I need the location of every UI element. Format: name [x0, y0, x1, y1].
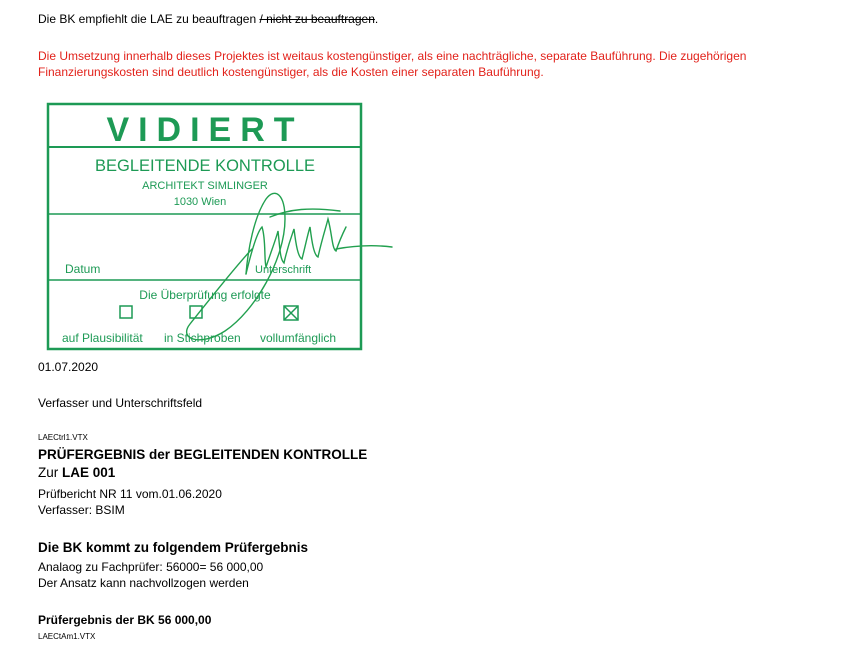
stamp-architect: ARCHITEKT SIMLINGER	[142, 180, 268, 192]
stamp-datum-label: Datum	[65, 262, 101, 276]
lae-id: LAE 001	[62, 465, 116, 480]
lae-reference	[38, 465, 115, 481]
stamp-option-plausibility: auf Plausibilität	[62, 331, 143, 345]
stamp-signature-label: Unterschrift	[255, 264, 312, 276]
justification-line-2: Finanzierungskosten sind deutlich kostengünstiger, als die Kosten einer separaten Bauführung.	[38, 65, 544, 79]
note-line-2: Der Ansatz kann nachvollzogen werden	[38, 576, 249, 590]
stamp-heading: BEGLEITENDE KONTROLLE	[94, 157, 316, 175]
file-reference: LAECtrl1.VTX	[38, 433, 88, 442]
stamp-check-text: Die Überprüfung erfolgte	[139, 288, 271, 302]
stamp-date: 01.07.2020	[38, 360, 99, 374]
lae-prefix: Zur	[38, 465, 63, 480]
recommendation-suffix: .	[374, 12, 379, 26]
recommendation-text: Die BK empfiehlt die LAE zu beauftragen	[38, 12, 260, 26]
stamp-option-samples: in Stichproben	[164, 331, 241, 345]
stamp-vidiert: VIDIERT	[106, 111, 304, 149]
recommendation-line	[38, 12, 378, 26]
file-reference: LAECtAm1.VTX	[38, 632, 96, 641]
note-line-1: Analaog zu Fachprüfer: 56000= 56 000,00	[38, 560, 264, 574]
stamp-option-full: vollumfänglich	[260, 331, 337, 345]
stamp-city: 1030 Wien	[173, 196, 227, 208]
checkbox-full-cross	[284, 306, 298, 320]
author-field-label: Verfasser und Unterschriftsfeld	[38, 396, 203, 410]
vidiert-stamp	[40, 99, 400, 355]
result-title: PRÜFERGEBNIS der BEGLEITENDEN KONTROLLE	[38, 447, 368, 462]
conclusion-heading: Die BK kommt zu folgendem Prüfergebnis	[38, 540, 309, 555]
recommendation-struck-text: / nicht zu beauftragen	[259, 12, 375, 26]
checkbox-plausibility	[120, 306, 132, 318]
final-result: Prüfergebnis der BK 56 000,00	[38, 613, 212, 627]
report-line: Prüfbericht NR 11 vom.01.06.2020	[38, 487, 222, 501]
justification-line-1: Die Umsetzung innerhalb dieses Projektes ist weitaus kostengünstiger, als eine nachträgliche, separate Bauführung. Die zugehörigen	[38, 49, 747, 63]
author-line: Verfasser: BSIM	[38, 503, 125, 517]
